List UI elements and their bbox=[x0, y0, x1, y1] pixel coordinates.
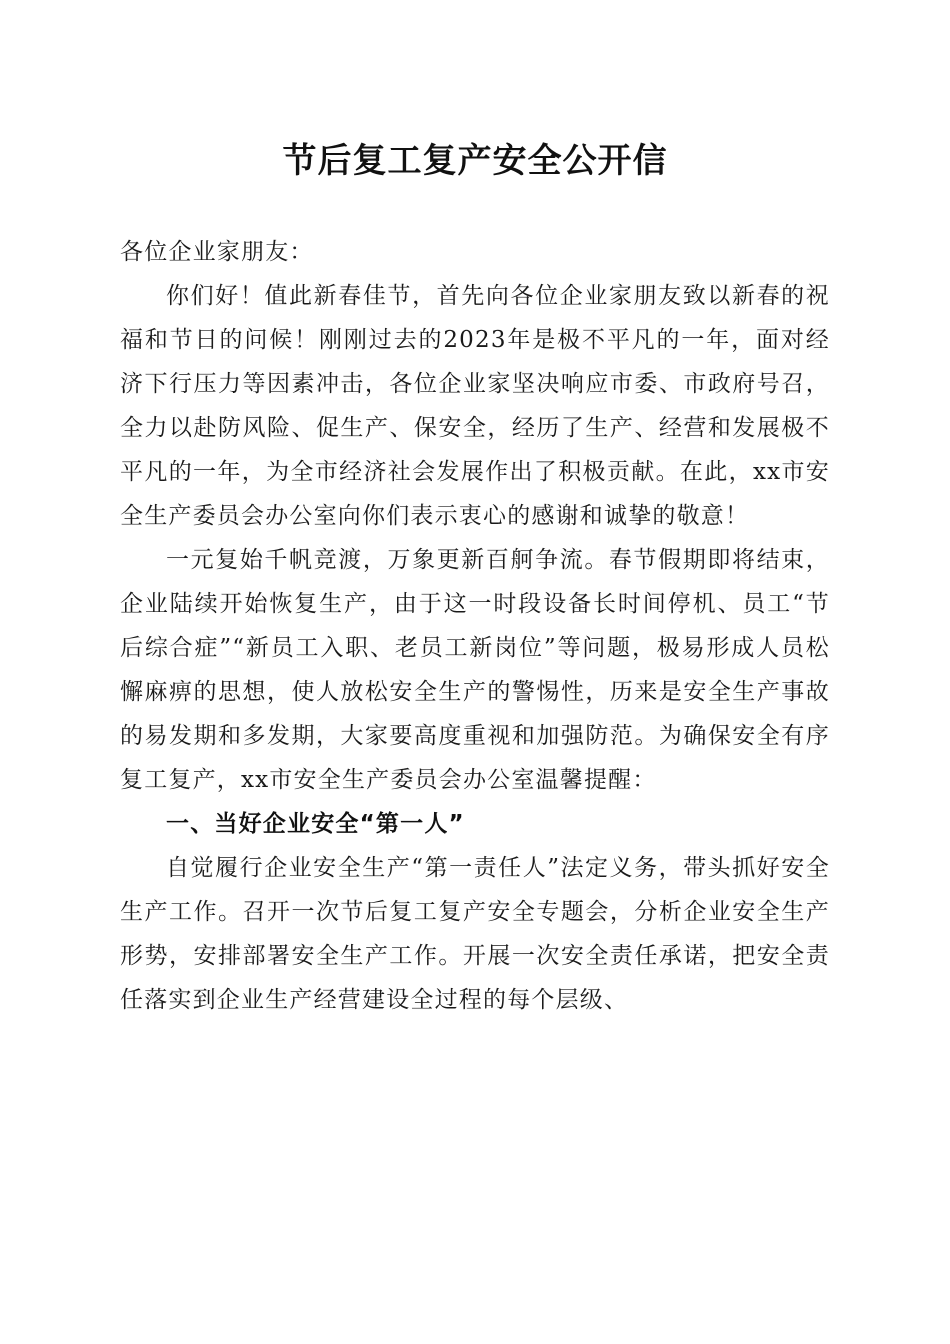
paragraph-reminder: 一元复始千帆竞渡，万象更新百舸争流。春节假期即将结束，企业陆续开始恢复生产，由于这一时段设备长时间停机、员工“节后综合症”“新员工入职、老员工新岗位”等问题，极易形成人员松懈麻痹的思想，使人放松安全生产的警惕性，历来是安全生产事故的易发期和多发期，大家要高度重视和加强防范。为确保安全有序复工复产，xx市安全生产委员会办公室温馨提醒： bbox=[120, 547, 830, 793]
salutation: 各位企业家朋友： bbox=[120, 239, 314, 265]
document-title: 节后复工复产安全公开信 bbox=[282, 141, 668, 181]
section-paragraph: 自觉履行企业安全生产“第一责任人”法定义务，带头抓好安全生产工作。召开一次节后复工复产安全专题会，分析企业安全生产形势，安排部署安全生产工作。开展一次安全责任承诺，把安全责任落实到企业生产经营建设全过程的每个层级、 bbox=[120, 855, 830, 1013]
section-heading: 一、当好企业安全“第一人” bbox=[166, 811, 465, 837]
paragraph-greeting: 你们好！值此新春佳节，首先向各位企业家朋友致以新春的祝福和节日的问候！刚刚过去的2023年是极不平凡的一年，面对经济下行压力等因素冲击，各位企业家坚决响应市委、市政府号召，全力以赴防风险、促生产、保安全，经历了生产、经营和发展极不平凡的一年，为全市经济社会发展作出了积极贡献。在此，xx市安全生产委员会办公室向你们表示衷心的感谢和诚挚的敬意！ bbox=[120, 283, 830, 529]
document-body bbox=[120, 230, 830, 1022]
